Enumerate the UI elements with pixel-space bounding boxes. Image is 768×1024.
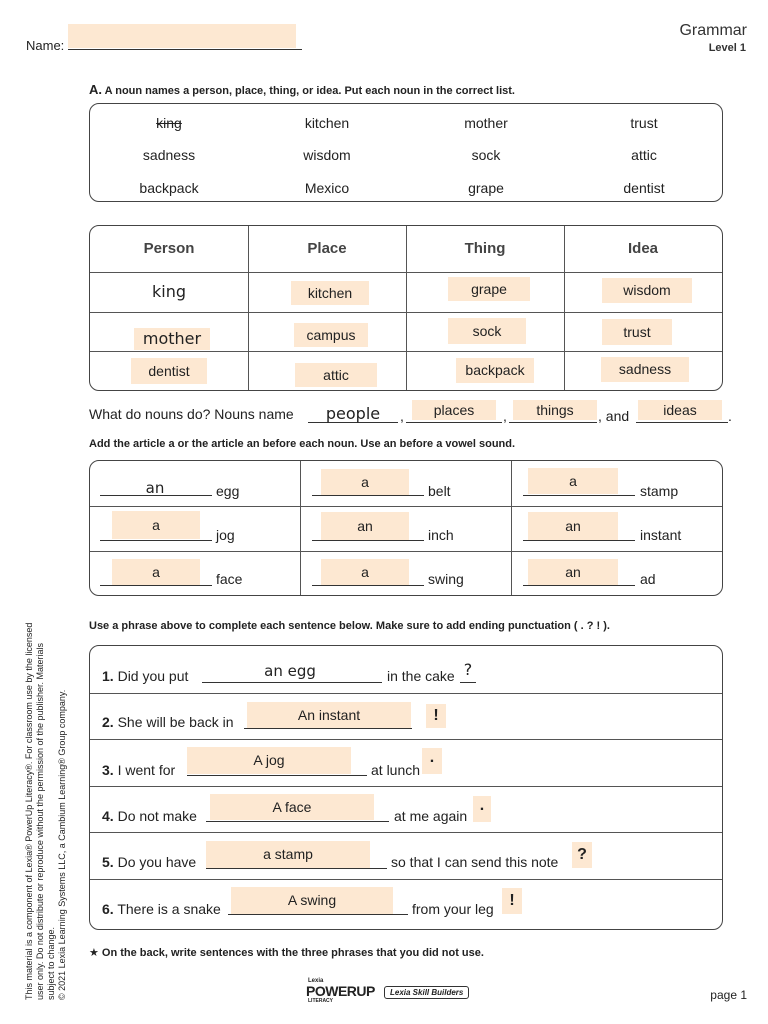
article-noun: face	[216, 571, 243, 587]
table-cell[interactable]: dentist	[131, 358, 207, 384]
table-cell[interactable]: trust	[602, 319, 672, 345]
article-noun: belt	[428, 483, 451, 499]
and-label: , and	[598, 408, 630, 424]
punct-answer[interactable]: !	[502, 888, 522, 914]
table-cell[interactable]: wisdom	[602, 278, 692, 303]
footer-note: ★ On the back, write sentences with the three phrases that you did not use.	[89, 947, 484, 959]
table-cell[interactable]: king	[151, 282, 186, 301]
comma: ,	[503, 408, 507, 424]
sentence-row	[102, 808, 197, 824]
answer-places[interactable]: places	[412, 400, 496, 420]
word-bank	[89, 103, 723, 202]
answer-line	[406, 422, 502, 423]
sentence-line	[206, 868, 387, 869]
article-noun: swing	[428, 571, 464, 587]
column-header-idea: Idea	[627, 240, 658, 257]
article-answer[interactable]: an	[321, 512, 409, 540]
sentence-answer[interactable]: a stamp	[206, 841, 370, 868]
sentence-before: I went for	[117, 762, 176, 778]
articles-instruction: Add the article a or the article an before each noun. Use an before a vowel sound.	[89, 438, 516, 450]
sentence-answer[interactable]: an egg	[264, 662, 316, 680]
nouns-question: What do nouns do? Nouns name	[89, 406, 294, 422]
table-divider	[90, 739, 722, 740]
answer-things[interactable]: things	[513, 400, 597, 420]
name-label: Name:	[26, 38, 65, 53]
table-divider	[300, 461, 301, 595]
sentence-before: She will be back in	[117, 714, 234, 730]
articles-table	[89, 460, 723, 596]
sentence-line	[228, 914, 408, 915]
sentence-answer[interactable]: An instant	[247, 702, 411, 728]
sentence-after: in the cake	[387, 668, 455, 684]
article-line	[523, 540, 635, 541]
sentence-number: 1.	[102, 668, 114, 684]
comma: ,	[400, 408, 404, 424]
page-number: page 1	[710, 988, 747, 1002]
column-header-place: Place	[307, 240, 347, 257]
article-line	[100, 540, 212, 541]
sentence-number: 3.	[102, 762, 114, 778]
article-line	[523, 585, 635, 586]
word-bank-item: backpack	[139, 180, 199, 196]
table-cell[interactable]: attic	[295, 363, 377, 387]
answer-line	[636, 422, 728, 423]
word-bank-item: grape	[468, 180, 504, 196]
word-bank-item: mother	[464, 115, 508, 131]
sentence-after: at lunch	[371, 762, 421, 778]
word-bank-item: trust	[630, 115, 658, 131]
sentence-number: 5.	[102, 854, 114, 870]
copyright-vertical	[24, 580, 68, 1000]
logo-brand-sub: LITERACY	[308, 998, 333, 1004]
article-noun: inch	[428, 527, 454, 543]
answer-line	[509, 422, 597, 423]
table-cell[interactable]: grape	[448, 277, 530, 301]
word-bank-item: dentist	[623, 180, 665, 196]
article-line	[312, 585, 424, 586]
table-divider	[90, 272, 722, 273]
table-divider	[90, 551, 722, 552]
table-cell[interactable]: sadness	[601, 357, 689, 382]
article-answer[interactable]: a	[321, 559, 409, 585]
sentence-after: from your leg	[412, 901, 494, 917]
table-cell[interactable]: sock	[448, 318, 526, 344]
punct-answer[interactable]: ?	[463, 660, 473, 679]
sentence-number: 6.	[102, 901, 114, 917]
table-divider	[90, 786, 722, 787]
sentence-row	[102, 901, 221, 917]
logo-brand: POWERUP	[306, 983, 375, 999]
article-answer[interactable]: an	[528, 512, 618, 540]
copyright-line: subject to change.	[46, 926, 56, 1000]
article-answer[interactable]: a	[321, 469, 409, 495]
punct-answer[interactable]: ?	[572, 842, 592, 868]
word-bank-item: king	[156, 115, 182, 131]
article-noun: ad	[640, 571, 656, 587]
section-a-text: A noun names a person, place, thing, or idea. Put each noun in the correct list.	[104, 85, 515, 97]
word-bank-item: kitchen	[304, 115, 350, 131]
copyright-line: user only. Do not distribute or reproduce without the permission of the publisher. Materials	[35, 642, 45, 1000]
sentences-box	[89, 645, 723, 930]
sentence-line	[206, 821, 389, 822]
article-answer[interactable]: a	[112, 511, 200, 539]
word-bank-item: sock	[471, 147, 501, 163]
sentence-answer[interactable]: A swing	[231, 887, 393, 914]
sentence-row	[102, 668, 188, 684]
level-label: Level 1	[708, 42, 746, 54]
table-divider	[511, 461, 512, 595]
article-line	[523, 495, 635, 496]
sentence-line	[244, 728, 412, 729]
punct-answer[interactable]: .	[473, 796, 491, 822]
noun-table	[89, 225, 723, 391]
copyright-line: This material is a component of Lexia® PowerUp Literacy®. For classroom use by the licensed	[24, 622, 34, 1000]
name-underline	[68, 49, 302, 50]
name-field[interactable]	[68, 24, 296, 48]
article-answer[interactable]: a	[528, 468, 618, 494]
sentence-before: Did you put	[117, 668, 189, 684]
column-header-thing: Thing	[464, 240, 506, 257]
sentence-row	[102, 762, 175, 778]
sentences-instruction: Use a phrase above to complete each sentence below. Make sure to add ending punctuation ( . ? ! ).	[89, 620, 610, 632]
punct-answer[interactable]: !	[426, 704, 446, 728]
article-noun: jog	[216, 527, 235, 543]
section-a-letter: A.	[89, 82, 102, 97]
column-header-person: Person	[143, 240, 195, 257]
logo-brand-small: Lexia	[308, 978, 324, 984]
sentence-number: 4.	[102, 808, 114, 824]
sentence-number: 2.	[102, 714, 114, 730]
table-cell[interactable]: kitchen	[291, 281, 369, 305]
sentence-line	[202, 682, 382, 683]
word-bank-item: attic	[631, 147, 657, 163]
article-noun: egg	[216, 483, 240, 499]
sentence-before: Do not make	[117, 808, 197, 824]
table-cell[interactable]: campus	[294, 323, 368, 347]
article-noun: stamp	[640, 483, 679, 499]
article-answer[interactable]: a	[112, 559, 200, 585]
punct-answer[interactable]: .	[422, 748, 442, 774]
sentence-answer[interactable]: A jog	[187, 747, 351, 774]
word-bank-item: Mexico	[304, 180, 350, 196]
word-bank-item: sadness	[142, 147, 196, 163]
table-divider	[90, 351, 722, 352]
article-answer[interactable]: an	[145, 479, 165, 497]
period: .	[728, 408, 732, 424]
subject-title: Grammar	[679, 22, 747, 39]
article-line	[100, 585, 212, 586]
sentence-before: There is a snake	[117, 901, 221, 917]
sentence-answer[interactable]: A face	[210, 794, 374, 820]
sentence-row	[102, 714, 234, 730]
word-bank-item: wisdom	[303, 147, 351, 163]
punct-line	[460, 682, 476, 683]
skill-builders-badge: Lexia Skill Builders	[384, 986, 469, 999]
article-line	[312, 495, 424, 496]
section-a-instruction	[89, 82, 515, 97]
answer-ideas[interactable]: ideas	[638, 400, 722, 420]
article-line	[312, 540, 424, 541]
table-cell[interactable]: mother	[134, 328, 210, 350]
table-divider	[90, 693, 722, 694]
copyright-line: © 2021 Lexia Learning Systems LLC, a Cambium Learning® Group company.	[57, 689, 67, 1000]
article-answer[interactable]: an	[528, 559, 618, 585]
article-noun: instant	[640, 527, 682, 543]
table-divider	[90, 879, 722, 880]
table-cell[interactable]: backpack	[456, 358, 534, 383]
table-divider	[90, 312, 722, 313]
sentence-before: Do you have	[117, 854, 197, 870]
sentence-after: at me again	[394, 808, 468, 824]
sentence-row	[102, 854, 196, 870]
sentence-after: so that I can send this note	[391, 854, 559, 870]
table-divider	[90, 832, 722, 833]
table-divider	[90, 506, 722, 507]
sentence-line	[187, 775, 367, 776]
answer-people[interactable]: people	[325, 404, 381, 423]
